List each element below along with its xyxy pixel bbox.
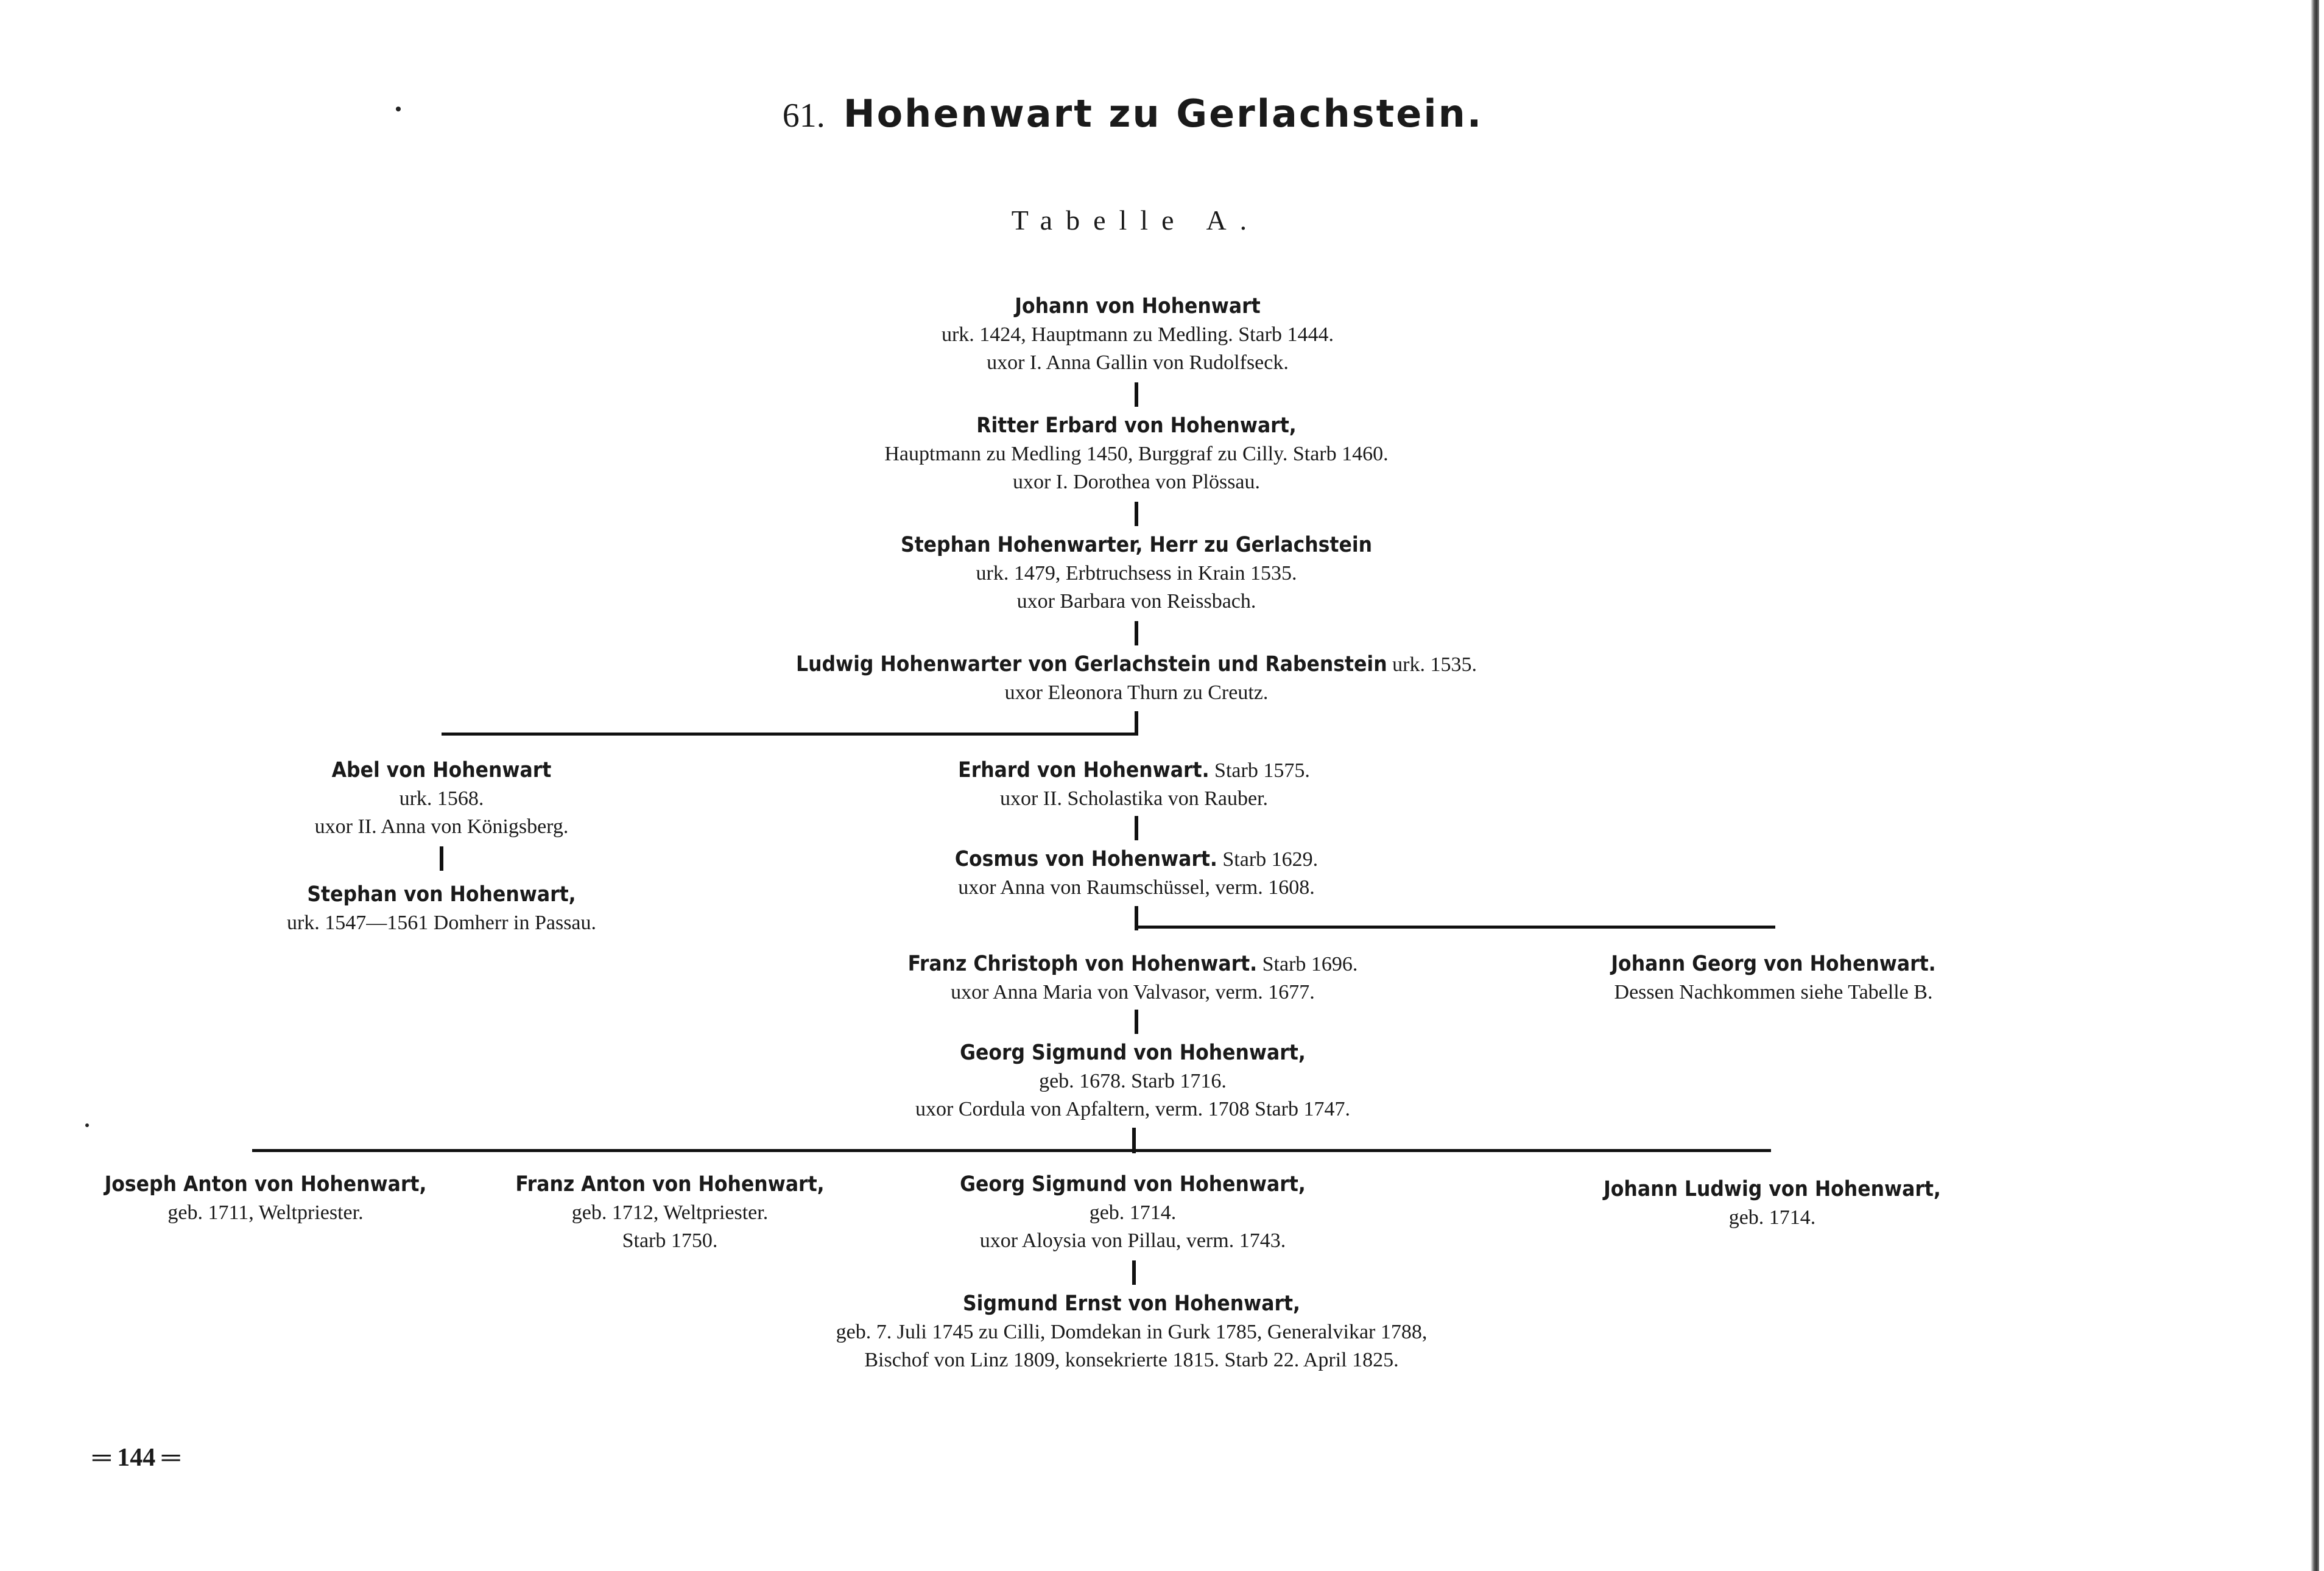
- page-title: [0, 91, 2266, 136]
- descent-line: [1135, 816, 1138, 840]
- descent-line: [1132, 1260, 1136, 1285]
- person-name: Erhard von Hohenwart.: [958, 758, 1210, 782]
- person-name: Georg Sigmund von Hohenwart,: [960, 1172, 1306, 1197]
- person-date: Starb 1629.: [1217, 848, 1319, 871]
- person-name: Stephan von Hohenwart,: [307, 882, 576, 907]
- person-name: Joseph Anton von Hohenwart,: [104, 1172, 427, 1197]
- descent-line: [1135, 502, 1138, 526]
- person-ritter-erbard: [884, 412, 1388, 496]
- person-name: Johann Georg von Hohenwart.: [1611, 952, 1936, 976]
- table-subtitle: Tabelle A.: [1011, 205, 1261, 236]
- person-name: Sigmund Ernst von Hohenwart,: [962, 1292, 1301, 1316]
- scan-speck: [396, 107, 401, 111]
- scan-speck: [85, 1123, 89, 1127]
- person-date: Starb 1696.: [1257, 953, 1358, 975]
- person-johann: [942, 292, 1334, 377]
- person-detail: urk. 1424, Hauptmann zu Medling. Starb 1444.: [941, 323, 1334, 346]
- descent-line: [1135, 382, 1138, 407]
- person-name: Johann von Hohenwart: [1015, 294, 1261, 318]
- descent-line: [1135, 711, 1138, 736]
- person-cosmus: [955, 845, 1318, 902]
- person-name: Abel von Hohenwart: [331, 758, 552, 782]
- descent-line: [1135, 621, 1138, 645]
- person-ludwig: [796, 650, 1477, 707]
- person-date: Starb 1575.: [1209, 759, 1310, 782]
- page-edge-shadow: [2311, 0, 2319, 1571]
- branch-line: [442, 733, 1138, 736]
- person-detail: Hauptmann zu Medling 1450, Burggraf zu Cilly. Starb 1460.: [884, 443, 1389, 465]
- person-name: Ritter Erbard von Hohenwart,: [976, 413, 1297, 438]
- person-detail: urk. 1568.: [399, 787, 484, 810]
- person-franz-christoph: [908, 950, 1358, 1007]
- person-date: urk. 1535.: [1387, 653, 1477, 676]
- person-georg-sigmund-2: [960, 1170, 1306, 1255]
- table-number: 61.: [782, 97, 825, 135]
- person-detail: geb. 1714.: [1728, 1206, 1816, 1229]
- person-name: Johann Ludwig von Hohenwart,: [1604, 1177, 1941, 1201]
- descent-line: [440, 846, 443, 871]
- person-spouse: uxor Anna von Raumschüssel, verm. 1608.: [958, 876, 1315, 899]
- person-johann-georg: [1611, 950, 1935, 1007]
- person-detail: geb. 1711, Weltpriester.: [167, 1201, 364, 1224]
- person-detail: geb. 1714.: [1089, 1201, 1177, 1224]
- person-spouse: uxor Anna Maria von Valvasor, verm. 1677.: [951, 981, 1315, 1003]
- person-detail: urk. 1479, Erbtruchsess in Krain 1535.: [976, 562, 1297, 585]
- person-spouse: uxor Eleonora Thurn zu Creutz.: [1004, 681, 1269, 704]
- person-spouse: uxor I. Dorothea von Plössau.: [1012, 471, 1261, 493]
- person-joseph-anton: [105, 1170, 427, 1227]
- person-name: Cosmus von Hohenwart.: [954, 847, 1217, 871]
- page-number: ═ 144 ═: [93, 1444, 180, 1472]
- person-stephan-von: [287, 880, 596, 937]
- person-spouse: uxor II. Anna von Königsberg.: [314, 815, 569, 838]
- descent-line: [1135, 1010, 1138, 1034]
- person-sigmund-ernst: [836, 1290, 1428, 1374]
- person-georg-sigmund-1: [915, 1039, 1350, 1123]
- person-abel: [315, 756, 569, 841]
- person-detail: geb. 7. Juli 1745 zu Cilli, Domdekan in Gurk 1785, Generalvikar 1788,: [836, 1321, 1428, 1343]
- person-name: Georg Sigmund von Hohenwart,: [960, 1041, 1306, 1065]
- title-text: Hohenwart zu Gerlachstein.: [843, 91, 1484, 136]
- person-spouse: uxor Aloysia von Pillau, verm. 1743.: [979, 1229, 1286, 1252]
- person-erhard: [958, 756, 1310, 813]
- person-spouse: uxor Barbara von Reissbach.: [1016, 590, 1256, 613]
- person-detail: urk. 1547—1561 Domherr in Passau.: [286, 912, 597, 934]
- person-johann-ludwig: [1604, 1175, 1941, 1232]
- person-franz-anton: [515, 1170, 824, 1255]
- person-detail: Bischof von Linz 1809, konsekrierte 1815. Starb 22. April 1825.: [864, 1349, 1399, 1371]
- person-spouse: uxor I. Anna Gallin von Rudolfseck.: [987, 351, 1289, 374]
- person-spouse: uxor Cordula von Apfaltern, verm. 1708 Starb 1747.: [915, 1098, 1350, 1120]
- person-name: Stephan Hohenwarter, Herr zu Gerlachstein: [900, 533, 1373, 557]
- person-name: Franz Christoph von Hohenwart.: [907, 952, 1258, 976]
- person-stephan-hohenwarter: [901, 531, 1372, 616]
- person-spouse: uxor II. Scholastika von Rauber.: [999, 787, 1269, 810]
- person-detail: Dessen Nachkommen siehe Tabelle B.: [1614, 981, 1933, 1003]
- person-name: Ludwig Hohenwarter von Gerlachstein und Rabenstein: [796, 652, 1387, 677]
- branch-line: [1135, 926, 1775, 929]
- person-detail: geb. 1712, Weltpriester.: [571, 1201, 769, 1224]
- person-detail: geb. 1678. Starb 1716.: [1039, 1070, 1227, 1092]
- person-date: Starb 1750.: [622, 1229, 718, 1252]
- branch-line: [252, 1149, 1771, 1152]
- person-name: Franz Anton von Hohenwart,: [515, 1172, 825, 1197]
